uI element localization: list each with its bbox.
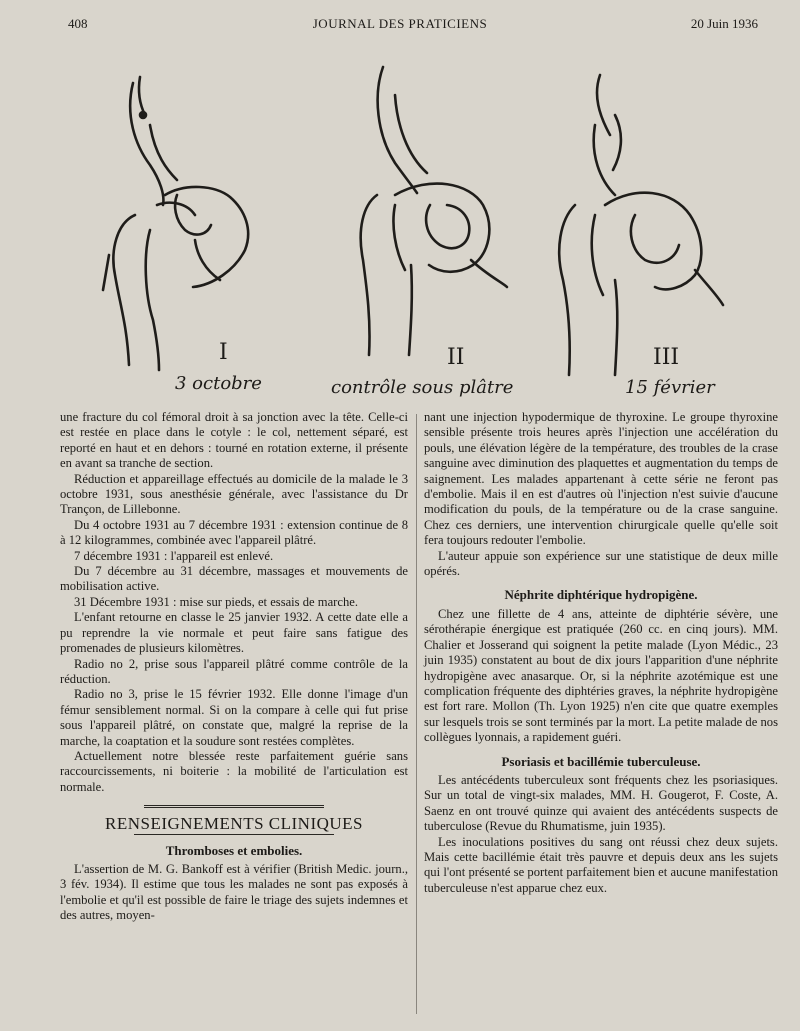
panel-caption-2: contrôle sous plâtre	[331, 377, 514, 398]
subsection-title-nephrite: Néphrite diphtérique hydropigène.	[504, 587, 698, 603]
panel-label-1: I	[219, 340, 228, 365]
subsection-title-thromboses: Thromboses et embolies.	[165, 842, 303, 858]
right-paragraph: L'auteur appuie son expérience sur une statistique de deux mille opérés.	[424, 548, 778, 579]
left-column	[60, 410, 408, 924]
subsection-title-psoriasis: Psoriasis et bacillémie tuberculeuse.	[501, 753, 701, 769]
section-rule	[144, 805, 324, 808]
left-paragraph: 31 Décembre 1931 : mise sur pieds, et essais de marche.	[74, 594, 358, 609]
left-paragraph: 7 décembre 1931 : l'appareil est enlevé.	[74, 548, 274, 563]
left-paragraph: Actuellement notre blessée reste parfaitement guérie sans raccourcissements, ni boiterie : la mobilité de l'articulation est normale.	[60, 748, 408, 794]
section-rule-lower	[134, 834, 334, 835]
page-header	[0, 16, 800, 40]
left-paragraph: Du 7 décembre au 31 décembre, massages et mouvements de mobilisation active.	[60, 564, 408, 594]
right-column	[424, 410, 778, 896]
left-paragraph: Radio no 3, prise le 15 février 1932. Elle donne l'image d'un fémur sensiblement normal. Si on la compare à celle qui fut prise sous l'appareil plâtré, on constate que, malgré la reprise de la marche, la coaptation et la soudure sont restées complètes.	[60, 687, 408, 748]
column-divider	[416, 414, 417, 1014]
left-paragraph: Radio no 2, prise sous l'appareil plâtré comme contrôle de la réduction.	[60, 656, 408, 686]
right-paragraph: Les inoculations positives du sang ont réussi chez deux sujets. Mais cette bacillémie était très pauvre et depuis deux ans les sujets qui l'ont présenté se portent parfaitement bien et aucune manifestation tuberculeuse n'est apparue chez eux.	[424, 834, 778, 895]
right-paragraph: nant une injection hypodermique de thyroxine. Le groupe thyroxine sensible présente trois heures après l'injection une accélération du pouls, une élévation légère de la température, des troubles de la crase sanguine avec diminution des plaquettes et augmentation du temps de saignement. Les malades appartenant à cette série ne feront pas d'embolie. Mais il en est d'autres où l'injection n'est suivie d'aucune modification du pouls, de la température ou de la crase sanguine. Chez ces derniers, une intervention chirurgicale quelle qu'elle soit fera toujours redouter l'embolie.	[424, 410, 778, 548]
right-paragraph: Chez une fillette de 4 ans, atteinte de diphtérie sévère, une sérothérapie énergique est pratiquée (260 cc. en cinq jours). MM. Chalier et Josserand qui soignent la petite malade (Lyon Médic., 23 juin 1935) constatent au bout de dix jours l'apparition d'une néphrite hydropigène avec anasarque. Or, si la néphrite azotémique est une complication fréquente des diphtéries graves, la néphrite hydropigène est fort rare. Mollon (Th. Lyon 1925) n'en cite que quatre exemples sur lesquels trois se sont terminés par la mort. La petite malade de nos collègues lyonnais, a rapidement guéri.	[424, 606, 778, 745]
journal-title: JOURNAL DES PRATICIENS	[312, 16, 488, 31]
hip-sketch-drawing	[95, 55, 785, 405]
left-paragraph: une fracture du col fémoral droit à sa jonction avec la tête. Celle-ci est restée en place dans le cotyle : le col, nettement séparé, est reporté en haut et en dehors : tourné en rotation externe, il présente en avant sa tranche de section.	[60, 410, 408, 471]
left-paragraph: L'assertion de M. G. Bankoff est à vérifier (British Medic. journ., 3 fév. 1934). Il estime que tous les malades ne sont pas exposés à l'embolie et qu'il est possible de faire le triage des sujets indemnes et des autres, moyen-	[60, 861, 408, 923]
panel-label-2: II	[447, 345, 465, 370]
page-number: 408	[68, 16, 88, 31]
hip-sketch-2	[361, 67, 507, 355]
panel-caption-1: 3 octobre	[175, 373, 262, 394]
right-paragraph: Les antécédents tuberculeux sont fréquents chez les psoriasiques. Sur un total de vingt-six malades, MM. H. Gougerot, F. Coste, A. Saenz en ont trouvé quinze qui avaient des antécédents suspects de tuberculose (Revue du Rhumatisme, juin 1935).	[424, 772, 778, 834]
panel-label-3: III	[653, 345, 680, 370]
left-paragraph: Réduction et appareillage effectués au domicile de la malade le 3 octobre 1931, sous anesthésie générale, avec l'assistance du Dr Trançon, de Lillebonne.	[60, 471, 408, 517]
left-paragraph: L'enfant retourne en classe le 25 janvier 1932. A cette date elle a pu reprendre la vie normale et peut faire sans fatigue des promenades de plusieurs kilomètres.	[60, 610, 408, 656]
hip-sketch-3	[559, 75, 723, 375]
issue-date: 20 Juin 1936	[690, 16, 758, 31]
hip-sketch-1	[103, 77, 248, 370]
section-title: RENSEIGNEMENTS CLINIQUES	[104, 814, 364, 834]
left-paragraph: Du 4 octobre 1931 au 7 décembre 1931 : extension continue de 8 à 12 kilogrammes, combinée avec l'appareil plâtré.	[60, 517, 408, 548]
hip-xray-sketches	[95, 55, 785, 405]
panel-caption-3: 15 février	[625, 377, 715, 398]
